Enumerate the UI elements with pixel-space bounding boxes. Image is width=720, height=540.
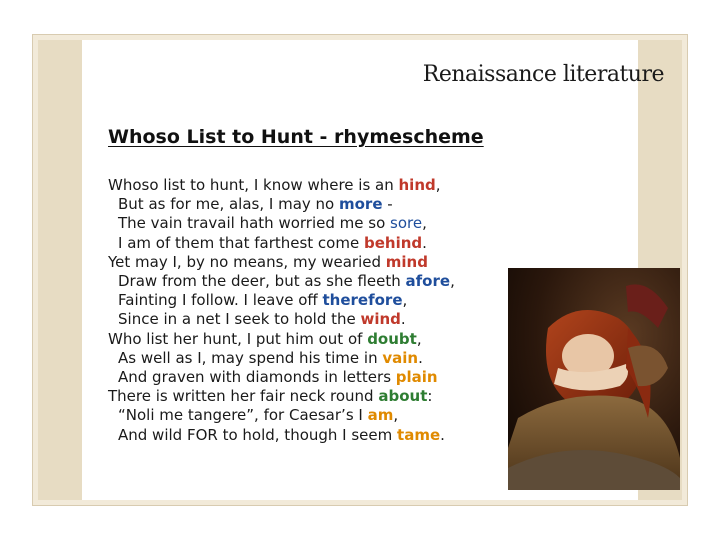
rhyme-word: vain [382, 348, 419, 367]
poem-line-text: There is written her fair neck round [108, 387, 379, 406]
poem-line [108, 330, 455, 349]
poem-line-punctuation: , [393, 406, 399, 425]
poem-line-text: As well as I, may spend his time in [118, 348, 383, 367]
poem-line-text: And graven with diamonds in letters [118, 368, 396, 387]
poem-line-punctuation: : [427, 387, 433, 406]
poem-line [108, 426, 455, 445]
slide-header: Renaissance literature [422, 62, 664, 87]
poem-line-text: Who list her hunt, I put him out of [108, 329, 368, 348]
poem-line-text: “Noli me tangere”, for Caesar’s I [118, 406, 368, 425]
rhyme-word: doubt [367, 329, 417, 348]
poem-line-text: The vain travail hath worried me so [118, 214, 391, 233]
poem-line-punctuation: . [440, 425, 445, 444]
rhyme-word: sore [390, 214, 423, 233]
poem-line [108, 253, 455, 272]
poem-line [108, 387, 455, 406]
portrait-painting-icon [508, 268, 680, 490]
rhyme-word: afore [405, 272, 451, 291]
poem-line-punctuation: . [422, 233, 427, 252]
poem-line-punctuation: , [450, 272, 455, 291]
poem-line [108, 310, 455, 329]
portrait-painting-image [508, 268, 680, 490]
rhyme-word: therefore [322, 291, 403, 310]
rhyme-word: hind [398, 176, 436, 194]
poem-line-text: Whoso list to hunt, I know where is an [108, 176, 399, 194]
slide-title: Whoso List to Hunt - rhymescheme [108, 126, 484, 148]
poem-line-text: But as for me, alas, I may no [118, 195, 339, 214]
poem-line-text: Fainting I follow. I leave off [118, 291, 323, 310]
poem-line [108, 368, 455, 387]
rhyme-word: am [367, 406, 394, 425]
poem-line-punctuation: , [435, 176, 441, 194]
poem-line [108, 349, 455, 368]
poem-line [108, 214, 455, 233]
rhyme-word: more [339, 195, 383, 214]
poem-line-punctuation: , [402, 291, 408, 310]
poem-line-text: Yet may I, by no means, my wearied [108, 252, 386, 271]
poem-text [108, 176, 455, 445]
rhyme-word: mind [385, 252, 428, 271]
poem-line-punctuation: - [382, 195, 393, 214]
poem-line [108, 195, 455, 214]
poem-line-text: Since in a net I seek to hold the [118, 310, 361, 329]
rhyme-word: about [378, 387, 428, 406]
slide-frame-left-band [38, 40, 82, 500]
poem-line-punctuation: . [400, 310, 406, 329]
rhyme-word: behind [363, 233, 423, 252]
poem-line-punctuation: , [422, 214, 427, 233]
poem-line-punctuation: . [418, 348, 423, 367]
poem-line [108, 176, 455, 195]
poem-line [108, 272, 455, 291]
poem-line [108, 406, 455, 425]
poem-line [108, 291, 455, 310]
poem-line-punctuation: , [416, 329, 422, 348]
rhyme-word: wind [360, 310, 401, 329]
poem-line-text: I am of them that farthest come [118, 233, 364, 252]
poem-line [108, 234, 455, 253]
rhyme-word: tame [397, 425, 441, 444]
rhyme-word: plain [395, 368, 438, 387]
poem-line-text: Draw from the deer, but as she fleeth [118, 272, 406, 291]
poem-line-text: And wild FOR to hold, though I seem [118, 425, 398, 444]
